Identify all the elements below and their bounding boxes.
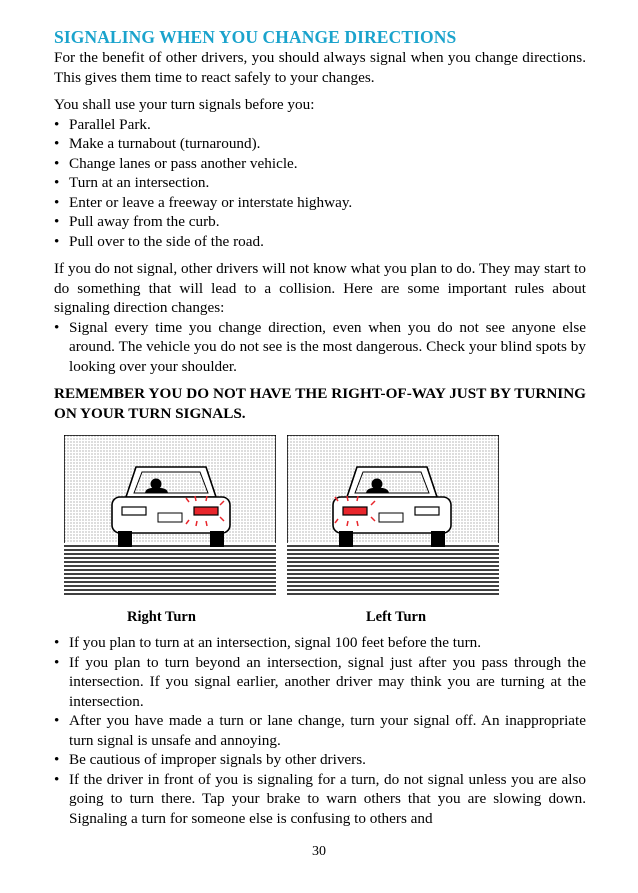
section-heading: SIGNALING WHEN YOU CHANGE DIRECTIONS: [54, 27, 457, 47]
list-item: • Change lanes or pass another vehicle.: [54, 154, 586, 174]
turn-signal-figures: [54, 429, 586, 609]
list-item: • Parallel Park.: [54, 115, 586, 135]
list-item: • If you plan to turn at an intersection, signal 100 feet before the turn.: [54, 633, 586, 653]
list-item: • Make a turnabout (turnaround).: [54, 134, 586, 154]
page-number: 30: [312, 844, 326, 859]
list-item: • Be cautious of improper signals by other drivers.: [54, 750, 586, 770]
signal-occasions-list: [54, 115, 586, 252]
list-item: • Signal every time you change direction, even when you do not see anyone else around. The vehicle you do not see is the most dangerous. Check your blind spots by looking over your shoulder.: [54, 318, 586, 377]
list-item: • If you plan to turn beyond an intersection, signal just after you pass through the intersection. If you signal earlier, another driver may think you are turning at the intersection.: [54, 653, 586, 712]
list-item: • If the driver in front of you is signaling for a turn, do not signal unless you are also going to turn there. Tap your brake to warn others that you are slowing down. Signaling a turn for someone else is confusing to others and: [54, 770, 586, 829]
list1-intro: You shall use your turn signals before you:: [54, 96, 315, 113]
list-item: • Turn at an intersection.: [54, 173, 586, 193]
road-lines: [287, 543, 499, 597]
list-item: • Pull away from the curb.: [54, 212, 586, 232]
rules-paragraph: If you do not signal, other drivers will not know what you plan to do. They may start to do something that will lead to a collision. Here are some important rules about signaling direction changes:: [54, 260, 586, 316]
right-of-way-warning: REMEMBER YOU DO NOT HAVE THE RIGHT-OF-WAY JUST BY TURNING ON YOUR TURN SIGNALS.: [54, 385, 586, 422]
document-page: [54, 26, 586, 828]
list-item: • Enter or leave a freeway or interstate highway.: [54, 193, 586, 213]
list-item: • After you have made a turn or lane change, turn your signal off. An inappropriate turn signal is unsafe and annoying.: [54, 711, 586, 750]
signal-tips-list: [54, 633, 586, 828]
intro-paragraph: For the benefit of other drivers, you should always signal when you change directions. This gives them time to react safely to your changes.: [54, 49, 586, 86]
rules-list: [54, 318, 586, 377]
figure-captions: [54, 609, 586, 633]
right-turn-illustration: [64, 435, 276, 597]
road-lines: [64, 543, 276, 597]
right-turn-caption: Right Turn: [127, 609, 196, 625]
left-turn-illustration: [287, 435, 499, 597]
list-item: • Pull over to the side of the road.: [54, 232, 586, 252]
left-turn-caption: Left Turn: [366, 609, 427, 625]
